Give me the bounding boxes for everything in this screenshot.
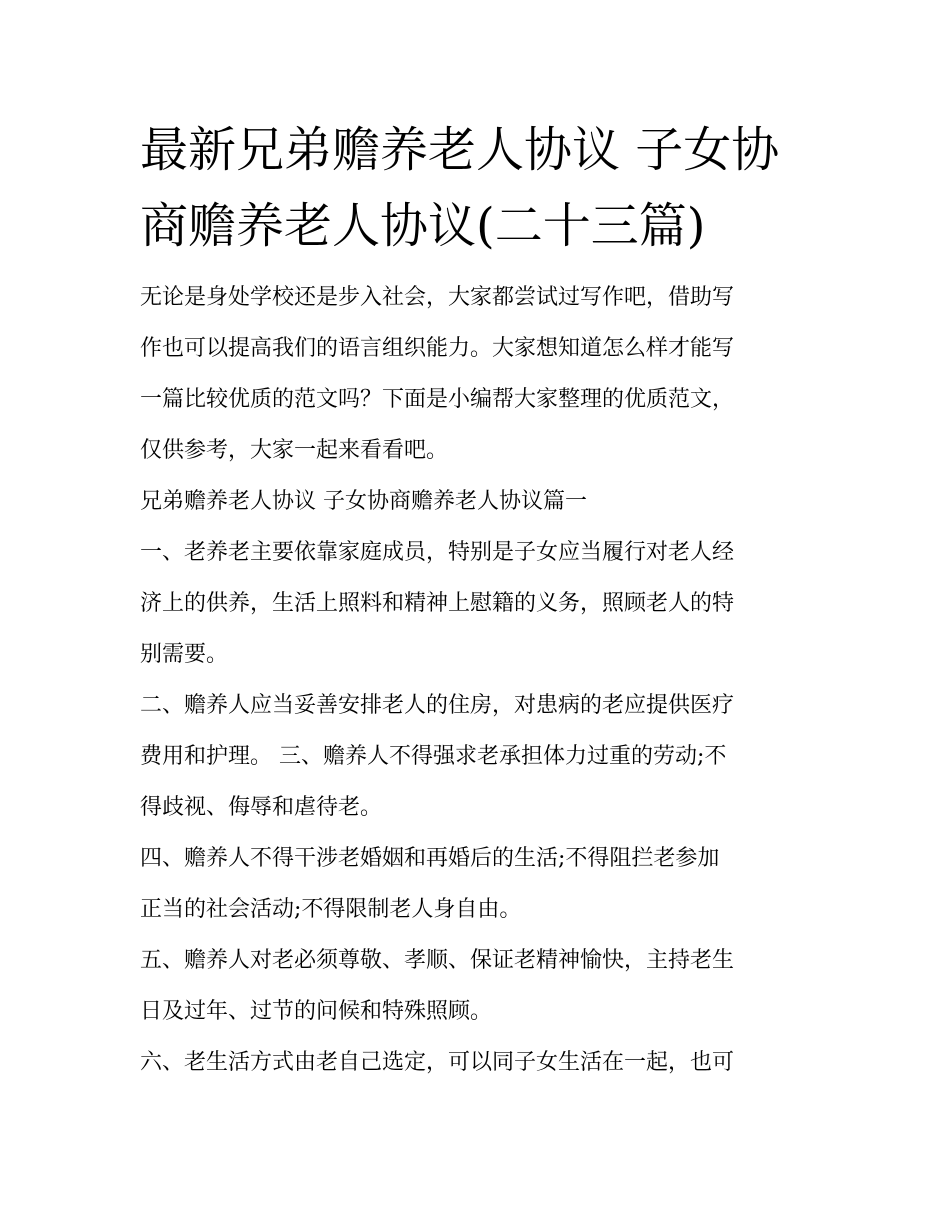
- title-line: 最新兄弟赡养老人协议 子女协: [140, 122, 780, 178]
- text-line: 一篇比较优质的范文吗？下面是小编帮大家整理的优质范文，: [140, 387, 735, 412]
- text-line: 济上的供养，生活上照料和精神上慰籍的义务，照顾老人的特: [140, 591, 735, 616]
- text-line: 六、老生活方式由老自己选定，可以同子女生活在一起，也可: [140, 1050, 735, 1075]
- text-line: 正当的社会活动;不得限制老人身自由。: [140, 897, 522, 922]
- intro-paragraph: [140, 272, 820, 476]
- clause-paragraph: [140, 680, 820, 833]
- text-line: 作也可以提高我们的语言组织能力。大家想知道怎么样才能写: [140, 336, 735, 361]
- document-title: [140, 112, 820, 264]
- title-line: 商赡养老人协议(二十三篇): [140, 198, 706, 254]
- clause-paragraph: [140, 833, 820, 935]
- text-line: 得歧视、侮辱和虐待老。: [140, 795, 383, 820]
- text-line: 日及过年、过节的问候和特殊照顾。: [140, 999, 493, 1024]
- text-line: 兄弟赡养老人协议 子女协商赡养老人协议篇一: [140, 489, 587, 514]
- clause-paragraph: [140, 527, 820, 680]
- section-heading: [140, 476, 820, 527]
- clause-paragraph: [140, 1037, 820, 1088]
- text-line: 二、赡养人应当妥善安排老人的住房，对患病的老应提供医疗: [140, 693, 735, 718]
- text-line: 四、赡养人不得干涉老婚姻和再婚后的生活;不得阻拦老参加: [140, 846, 720, 871]
- clause-paragraph: [140, 935, 820, 1037]
- text-line: 别需要。: [140, 642, 229, 667]
- text-line: 一、老养老主要依靠家庭成员，特别是子女应当履行对老人经: [140, 540, 735, 565]
- text-line: 无论是身处学校还是步入社会，大家都尝试过写作吧，借助写: [140, 285, 735, 310]
- document-body: [140, 272, 820, 1088]
- text-line: 费用和护理。 三、赡养人不得强求老承担体力过重的劳动;不: [140, 744, 727, 769]
- text-line: 仅供参考，大家一起来看看吧。: [140, 438, 449, 463]
- text-line: 五、赡养人对老必须尊敬、孝顺、保证老精神愉快，主持老生: [140, 948, 735, 973]
